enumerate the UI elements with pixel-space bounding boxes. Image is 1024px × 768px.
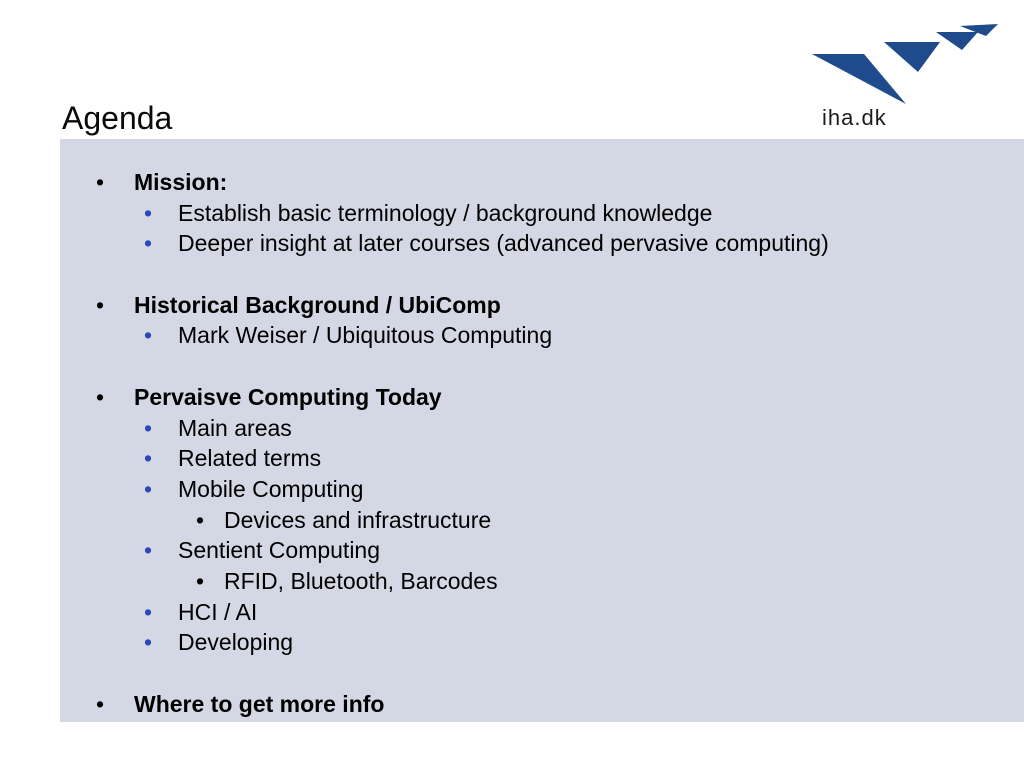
agenda-subsubitem-text: Devices and infrastructure (224, 507, 492, 533)
bullet-icon: • (144, 322, 153, 348)
bullet-icon: • (96, 169, 105, 195)
slide-title: Agenda (62, 100, 173, 136)
bullet-icon: • (144, 200, 153, 226)
agenda-subitem-text: Sentient Computing (178, 537, 381, 563)
bullet-icon: • (144, 445, 153, 471)
bullet-icon: • (96, 292, 105, 318)
bullet-icon: • (144, 629, 153, 655)
agenda-subitem-text: Developing (178, 629, 294, 655)
agenda-item-text: Where to get more info (134, 691, 385, 717)
agenda-panel (60, 139, 1024, 722)
bullet-icon: • (144, 599, 153, 625)
logo-text: iha.dk (822, 105, 887, 130)
bullet-icon: • (144, 415, 153, 441)
bullet-icon: • (96, 384, 105, 410)
iha-logo (812, 22, 1002, 134)
bullet-icon: • (144, 537, 153, 563)
agenda-item-text: Historical Background / UbiComp (134, 292, 501, 318)
iha-wing-icon (812, 22, 1002, 106)
agenda-subitem-text: Establish basic terminology / background knowledge (178, 200, 713, 226)
agenda-subitem-text: Mark Weiser / Ubiquitous Computing (178, 322, 553, 348)
bullet-icon: • (144, 476, 153, 502)
agenda-subitem-text: HCI / AI (178, 599, 258, 625)
agenda-subsubitem-text: RFID, Bluetooth, Barcodes (224, 568, 498, 594)
agenda-item-text: Mission: (134, 169, 228, 195)
bullet-icon: • (196, 568, 205, 594)
bullet-icon: • (196, 507, 205, 533)
agenda-subitem-text: Related terms (178, 445, 322, 471)
bullet-icon: • (144, 230, 153, 256)
agenda-subitem-text: Deeper insight at later courses (advanced pervasive computing) (178, 230, 829, 256)
agenda-item-text: Pervaisve Computing Today (134, 384, 442, 410)
agenda-subitem-text: Mobile Computing (178, 476, 364, 502)
agenda-subitem-text: Main areas (178, 415, 292, 441)
bullet-icon: • (96, 691, 105, 717)
